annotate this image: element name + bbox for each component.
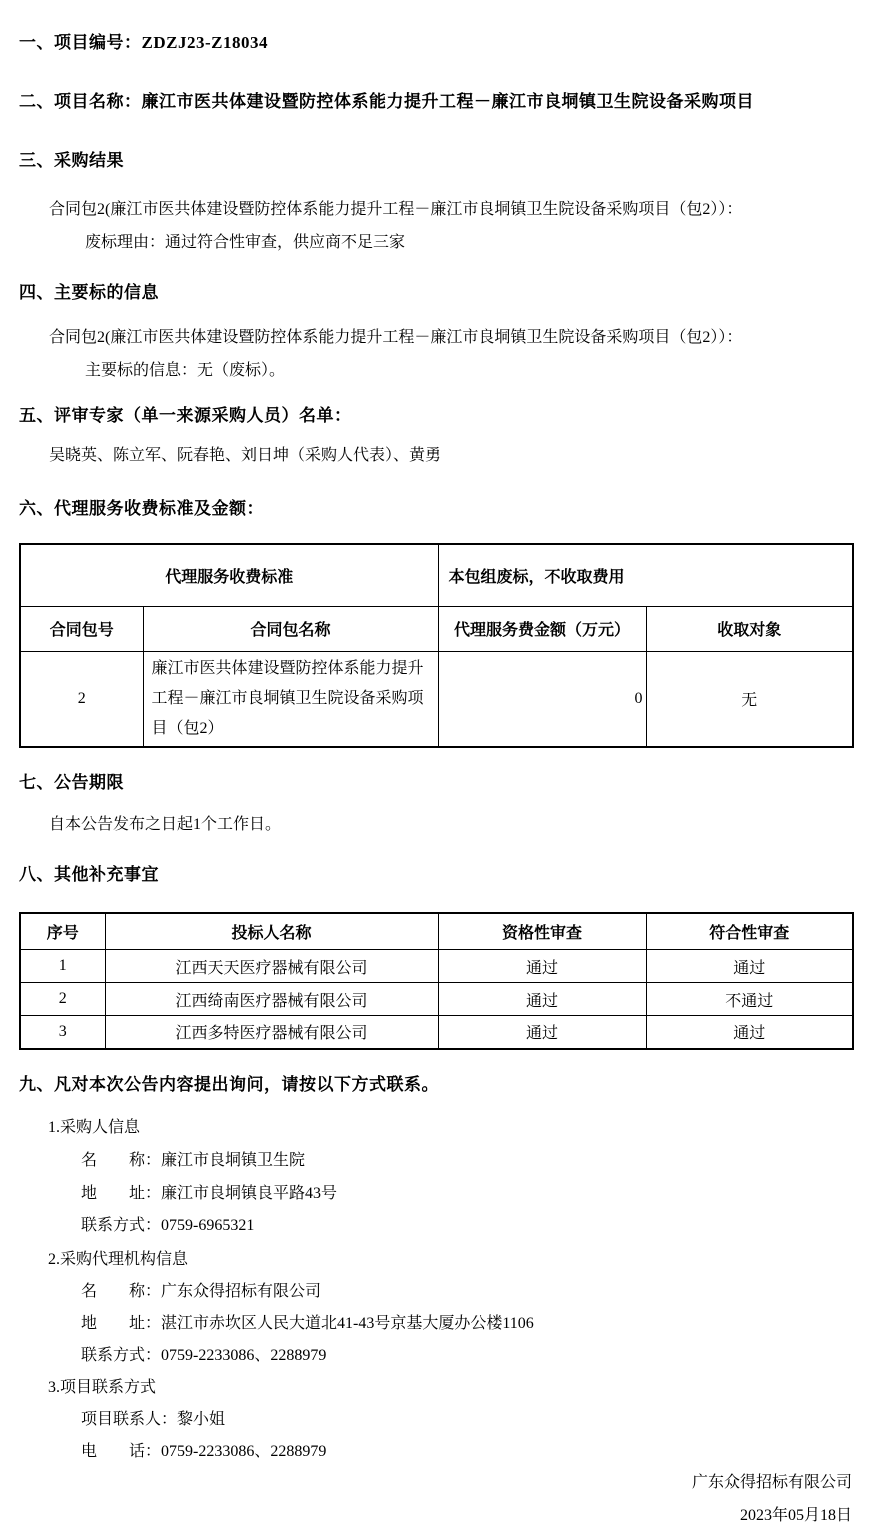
section-2-heading: 二、项目名称：廉江市医共体建设暨防控体系能力提升工程－廉江市良垌镇卫生院设备采购项目 xyxy=(19,92,754,111)
fee-table-merged-header-row xyxy=(20,544,853,606)
section-7-heading: 七、公告期限 xyxy=(19,772,124,792)
col-seq-no: 序号 xyxy=(20,913,105,950)
qualification-cell: 通过 xyxy=(438,1016,646,1049)
section-4-detail-line: 主要标的信息：无（废标）。 xyxy=(85,362,286,379)
col-qualification-review: 资格性审查 xyxy=(438,913,646,950)
bidder-review-table xyxy=(19,912,854,1050)
section-4-heading: 四、主要标的信息 xyxy=(19,283,159,302)
purchaser-address-line: 地 址：廉江市良垌镇良平路43号 xyxy=(81,1184,338,1202)
section-8-heading: 八、其他补充事宜 xyxy=(19,864,159,884)
seq-no-cell: 2 xyxy=(20,983,105,1016)
col-conformity-review: 符合性审查 xyxy=(646,913,853,950)
section-3-detail-line: 废标理由：通过符合性审查，供应商不足三家 xyxy=(85,234,406,251)
qualification-cell: 通过 xyxy=(438,950,646,983)
footer-organization: 广东众得招标有限公司 xyxy=(691,1473,852,1491)
purchaser-name-line: 名 称：廉江市良垌镇卫生院 xyxy=(81,1151,306,1169)
package-name-cell: 廉江市医共体建设暨防控体系能力提升工程－廉江市良垌镇卫生院设备采购项目（包2） xyxy=(143,651,438,747)
agency-address-line: 地 址：湛江市赤坎区人民大道北41-43号京基大厦办公楼1106 xyxy=(81,1314,534,1332)
section-1-heading: 一、项目编号：ZDZJ23-Z18034 xyxy=(19,33,268,52)
agency-phone-line: 联系方式：0759-2233086、2288979 xyxy=(81,1346,327,1364)
conformity-cell: 通过 xyxy=(646,950,853,983)
agency-name-line: 名 称：广东众得招标有限公司 xyxy=(81,1282,322,1300)
section-4-package-line: 合同包2(廉江市医共体建设暨防控体系能力提升工程－廉江市良垌镇卫生院设备采购项目（包2））： xyxy=(49,329,743,346)
project-phone-line: 电 话：0759-2233086、2288979 xyxy=(81,1442,327,1460)
review-table-row xyxy=(20,1016,853,1049)
section-5-heading: 五、评审专家（单一来源采购人员）名单： xyxy=(19,406,352,425)
project-contact-title: 3.项目联系方式 xyxy=(48,1378,157,1396)
fee-table-column-header-row xyxy=(20,606,853,651)
fee-standard-header-cell: 代理服务收费标准 xyxy=(20,544,438,606)
conformity-cell: 通过 xyxy=(646,1016,853,1049)
purchaser-info-title: 1.采购人信息 xyxy=(48,1118,141,1136)
col-charged-party: 收取对象 xyxy=(646,606,853,651)
footer-date: 2023年05月18日 xyxy=(739,1506,852,1524)
review-table-row xyxy=(20,950,853,983)
col-fee-amount: 代理服务费金额（万元） xyxy=(438,606,646,651)
seq-no-cell: 1 xyxy=(20,950,105,983)
section-3-package-line: 合同包2(廉江市医共体建设暨防控体系能力提升工程－廉江市良垌镇卫生院设备采购项目（包2））： xyxy=(49,201,743,218)
agency-info-title: 2.采购代理机构信息 xyxy=(48,1250,189,1268)
project-contact-person-line: 项目联系人：黎小姐 xyxy=(81,1410,226,1428)
agency-fee-table xyxy=(19,543,854,748)
purchaser-phone-line: 联系方式：0759-6965321 xyxy=(81,1216,255,1234)
bidder-name-cell: 江西绮南医疗器械有限公司 xyxy=(105,983,438,1016)
section-9-heading: 九、凡对本次公告内容提出询问，请按以下方式联系。 xyxy=(19,1074,439,1094)
conformity-cell: 不通过 xyxy=(646,983,853,1016)
col-bidder-name: 投标人名称 xyxy=(105,913,438,950)
fee-note-header-cell: 本包组废标，不收取费用 xyxy=(438,544,853,606)
bidder-name-cell: 江西多特医疗器械有限公司 xyxy=(105,1016,438,1049)
qualification-cell: 通过 xyxy=(438,983,646,1016)
charged-party-cell: 无 xyxy=(646,651,853,747)
package-no-cell: 2 xyxy=(20,651,143,747)
fee-amount-cell: 0 xyxy=(438,651,646,747)
fee-table-data-row xyxy=(20,651,853,747)
review-table-row xyxy=(20,983,853,1016)
section-7-detail-line: 自本公告发布之日起1个工作日。 xyxy=(49,815,282,833)
col-package-no: 合同包号 xyxy=(20,606,143,651)
col-package-name: 合同包名称 xyxy=(143,606,438,651)
bidder-name-cell: 江西天天医疗器械有限公司 xyxy=(105,950,438,983)
review-table-header-row xyxy=(20,913,853,950)
section-3-heading: 三、采购结果 xyxy=(19,151,124,170)
seq-no-cell: 3 xyxy=(20,1016,105,1049)
section-6-heading: 六、代理服务收费标准及金额： xyxy=(19,499,264,518)
section-5-names-line: 吴晓英、陈立军、阮春艳、刘日坤（采购人代表）、黄勇 xyxy=(49,447,442,464)
